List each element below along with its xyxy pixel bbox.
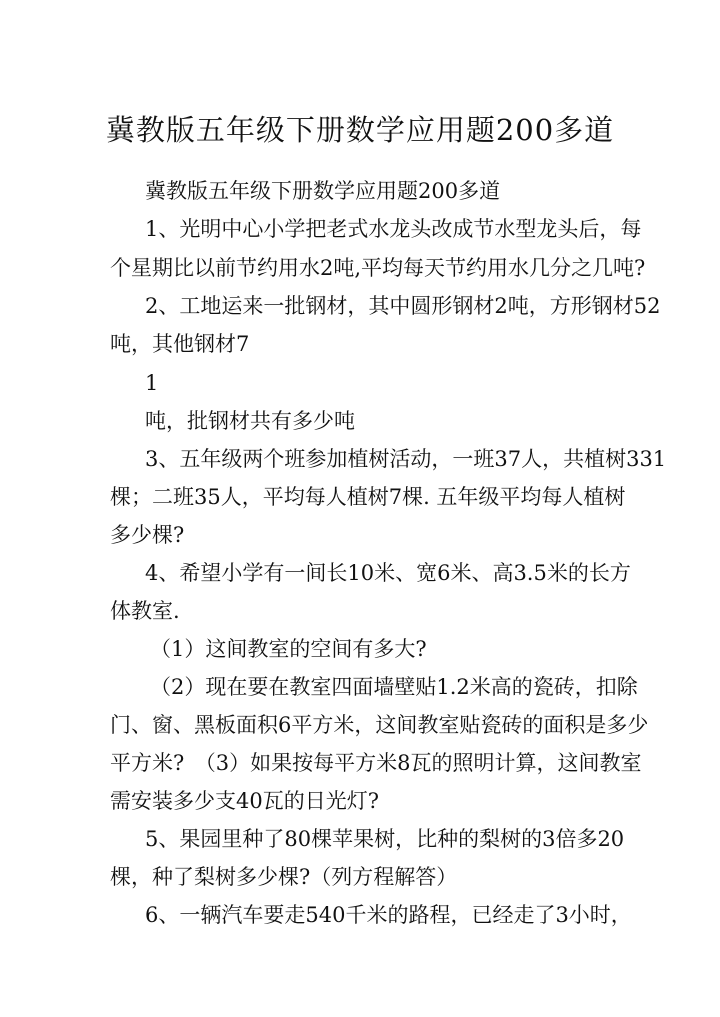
text-line: 多少棵? bbox=[110, 523, 185, 547]
text-line: 棵，种了梨树多少棵?（列方程解答） bbox=[110, 865, 458, 889]
text-line: 6、一辆汽车要走540千米的路程，已经走了3小时， bbox=[145, 903, 632, 927]
text-line: 门、窗、黑板面积6平方米，这间教室贴瓷砖的面积是多少 bbox=[110, 713, 649, 737]
text-line: 3、五年级两个班参加植树活动，一班37人，共植树331 bbox=[145, 447, 667, 471]
text-line: 个星期比以前节约用水2吨,平均每天节约用水几分之几吨? bbox=[110, 256, 646, 280]
document-title: 冀教版五年级下册数学应用题200多道 bbox=[105, 113, 615, 147]
text-line: 1 bbox=[145, 371, 159, 395]
text-line: 吨，其他钢材7 bbox=[110, 332, 250, 356]
text-line: 吨，批钢材共有多少吨 bbox=[145, 409, 355, 433]
text-line: 5、果园里种了80棵苹果树，比种的梨树的3倍多20 bbox=[145, 827, 625, 851]
text-line: 1、光明中心小学把老式水龙头改成节水型龙头后，每 bbox=[145, 217, 642, 241]
text-line: 体教室. bbox=[110, 599, 180, 623]
text-line: 4、希望小学有一间长10米、宽6米、高3.5米的长方 bbox=[145, 561, 631, 585]
text-line: 需安装多少支40瓦的日光灯? bbox=[110, 789, 379, 813]
text-line: 2、工地运来一批钢材，其中圆形钢材2吨，方形钢材52 bbox=[145, 294, 661, 318]
text-line: 棵；二班35人，平均每人植树7棵. 五年级平均每人植树 bbox=[110, 485, 626, 509]
subtitle-line: 冀教版五年级下册数学应用题200多道 bbox=[145, 179, 501, 203]
text-line: （1）这间教室的空间有多大? bbox=[150, 637, 427, 661]
text-line: （2）现在要在教室四面墙壁贴1.2米高的瓷砖，扣除 bbox=[150, 675, 638, 699]
text-line: 平方米? （3）如果按每平方米8瓦的照明计算，这间教室 bbox=[110, 751, 642, 775]
